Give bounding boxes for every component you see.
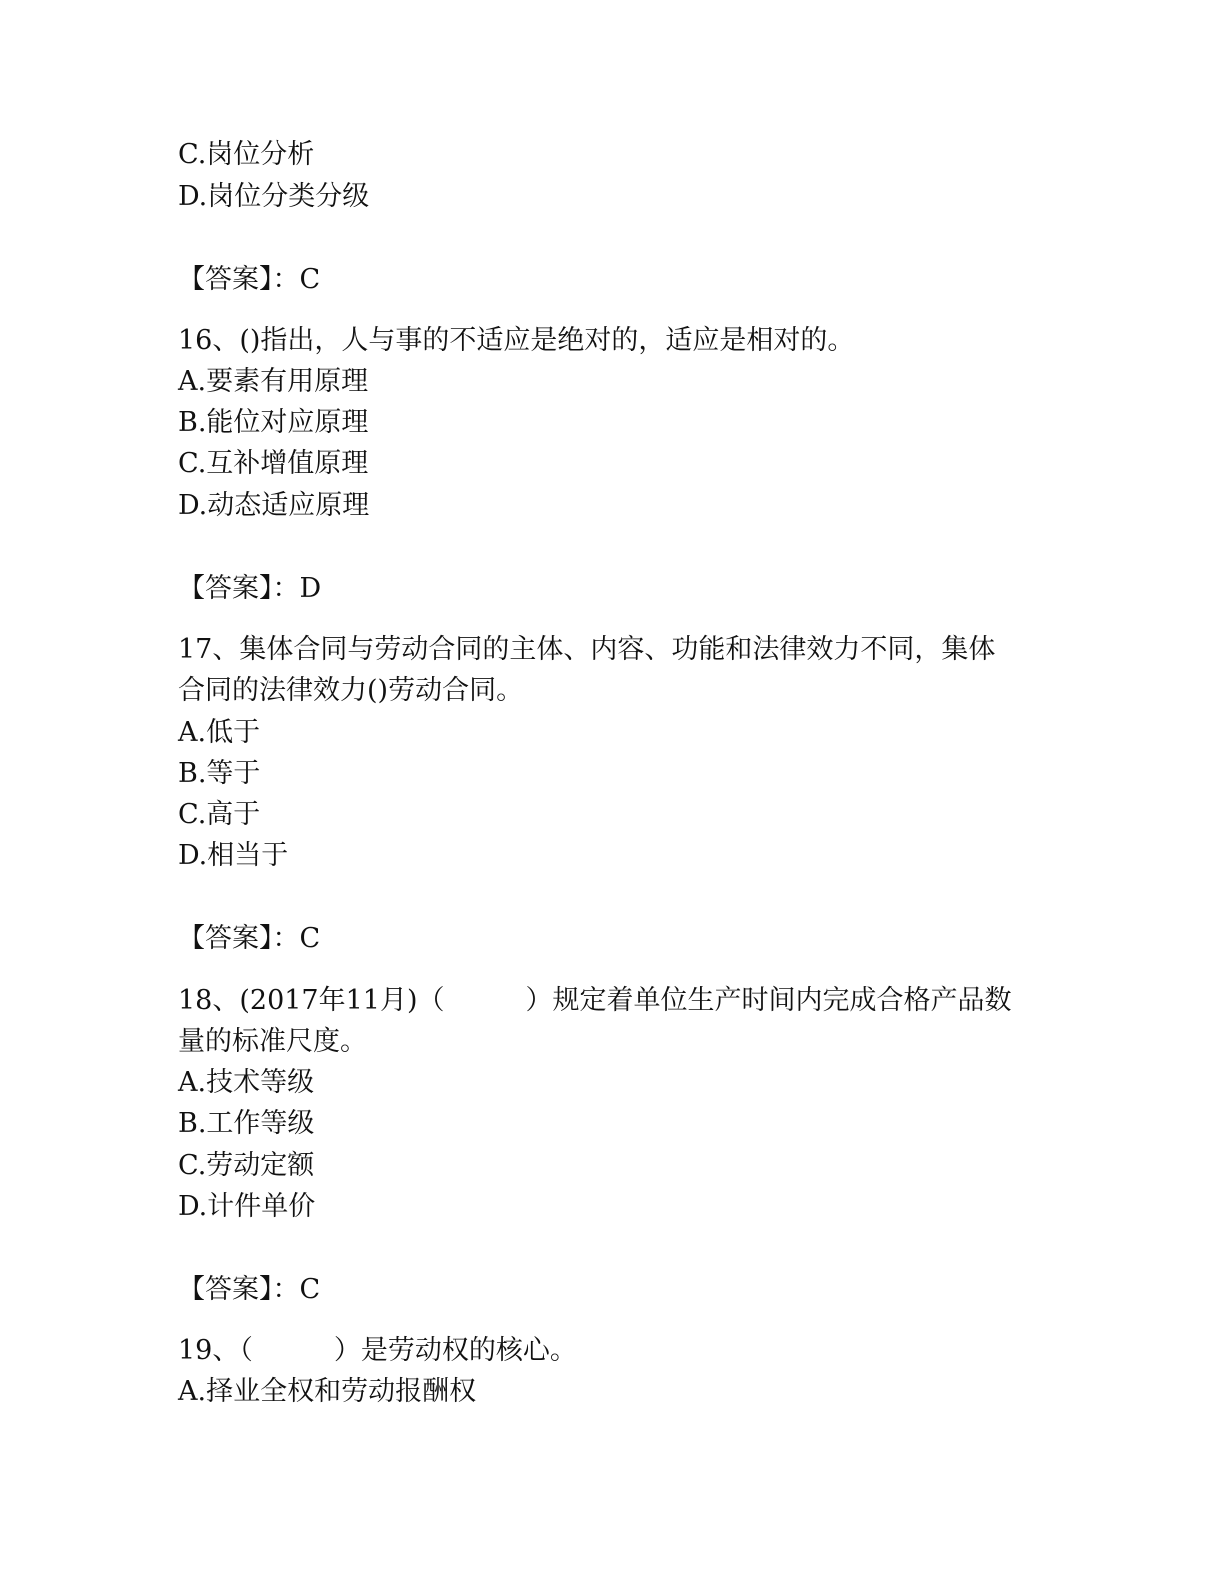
document-page <box>178 0 1058 1584</box>
q17-answer: 【答案】：C <box>178 923 321 954</box>
question-17-stem-line-1: 17、集体合同与劳动合同的主体、内容、功能和法律效力不同，集体 <box>178 634 996 665</box>
q18-option-b: B.工作等级 <box>178 1108 315 1139</box>
q16-option-c: C.互补增值原理 <box>178 448 369 479</box>
q18-answer: 【答案】：C <box>178 1274 321 1305</box>
question-19-stem: 19、（ ）是劳动权的核心。 <box>178 1335 577 1366</box>
q18-option-d: D.计件单价 <box>178 1191 316 1222</box>
q17-option-b: B.等于 <box>178 758 261 789</box>
question-18-stem-line-1: 18、(2017年11月)（ ）规定着单位生产时间内完成合格产品数 <box>178 985 1012 1016</box>
q17-option-a: A.低于 <box>178 717 261 748</box>
q16-option-d: D.动态适应原理 <box>178 490 370 521</box>
question-17-stem-line-2: 合同的法律效力()劳动合同。 <box>178 675 524 706</box>
question-16-stem: 16、()指出，人与事的不适应是绝对的，适应是相对的。 <box>178 325 855 356</box>
q16-option-a: A.要素有用原理 <box>178 366 369 397</box>
q19-option-a: A.择业全权和劳动报酬权 <box>178 1376 477 1407</box>
q17-option-c: C.高于 <box>178 799 261 830</box>
q16-answer: 【答案】：D <box>178 573 322 604</box>
q17-option-d: D.相当于 <box>178 840 289 871</box>
q18-option-a: A.技术等级 <box>178 1067 315 1098</box>
q16-option-b: B.能位对应原理 <box>178 407 369 438</box>
question-18-stem-line-2: 量的标准尺度。 <box>178 1026 367 1057</box>
q18-option-c: C.劳动定额 <box>178 1150 315 1181</box>
answer-line: 【答案】：C <box>178 264 321 295</box>
option-d: D.岗位分类分级 <box>178 181 370 212</box>
option-c: C.岗位分析 <box>178 139 315 170</box>
